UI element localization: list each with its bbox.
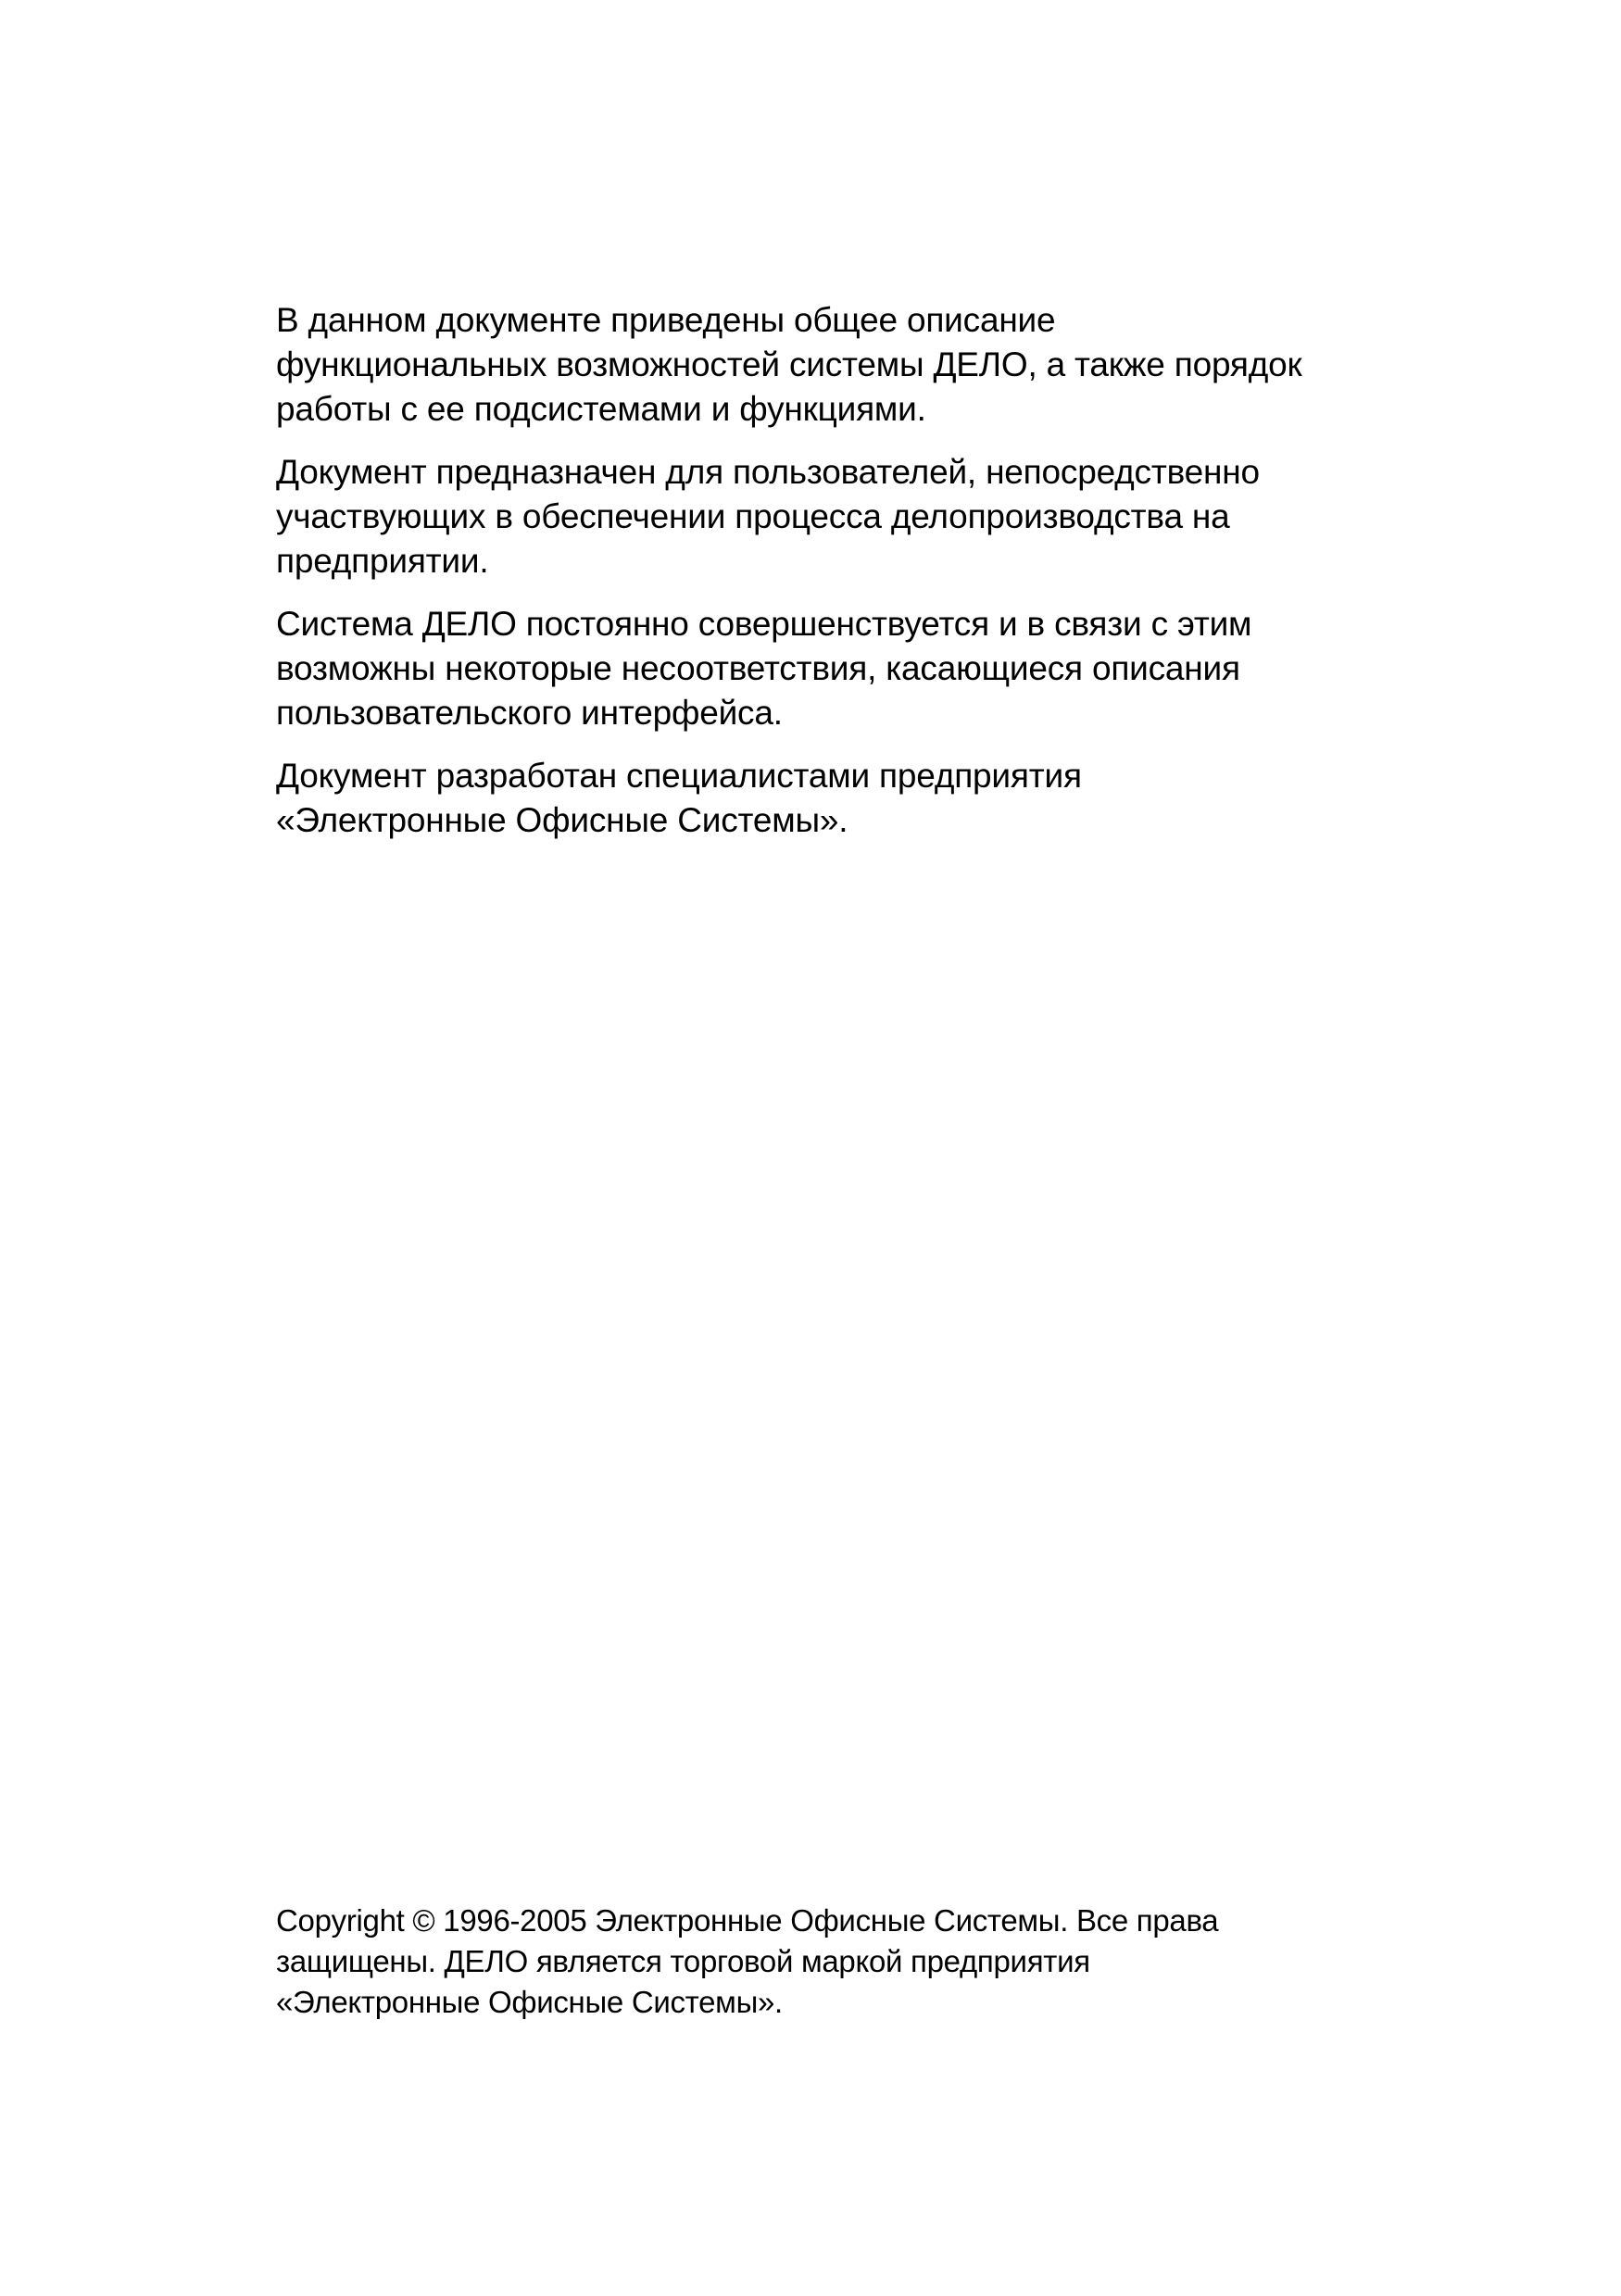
intro-section <box>276 298 1415 861</box>
copyright-line: «Электронные Офисные Системы». <box>276 1985 783 2019</box>
intro-paragraph-disclaimer <box>276 602 1415 735</box>
paragraph-line: пользовательского интерфейса. <box>276 694 783 732</box>
intro-paragraph-audience <box>276 450 1415 583</box>
paragraph-line: В данном документе приведены общее описание <box>276 301 1056 339</box>
paragraph-line: Система ДЕЛО постоянно совершенствуется и в связи с этим <box>276 605 1252 643</box>
intro-paragraph-author <box>276 754 1415 843</box>
paragraph-line: Документ разработан специалистами предприятия <box>276 757 1082 795</box>
intro-paragraph-description <box>276 298 1415 432</box>
copyright-notice <box>276 1901 1388 2023</box>
paragraph-line: предприятии. <box>276 542 489 580</box>
paragraph-line: «Электронные Офисные Системы». <box>276 801 848 839</box>
copyright-line: защищены. ДЕЛО является торговой маркой предприятия <box>276 1944 1090 1978</box>
paragraph-line: Документ предназначен для пользователей, непосредственно <box>276 453 1260 491</box>
paragraph-line: работы с ее подсистемами и функциями. <box>276 390 926 428</box>
paragraph-line: возможны некоторые несоответствия, касающиеся описания <box>276 649 1240 687</box>
paragraph-line: участвующих в обеспечении процесса делопроизводства на <box>276 497 1230 535</box>
paragraph-line: функциональных возможностей системы ДЕЛО, а также порядок <box>276 345 1302 383</box>
copyright-line: Copyright © 1996-2005 Электронные Офисные Системы. Все права <box>276 1903 1219 1938</box>
